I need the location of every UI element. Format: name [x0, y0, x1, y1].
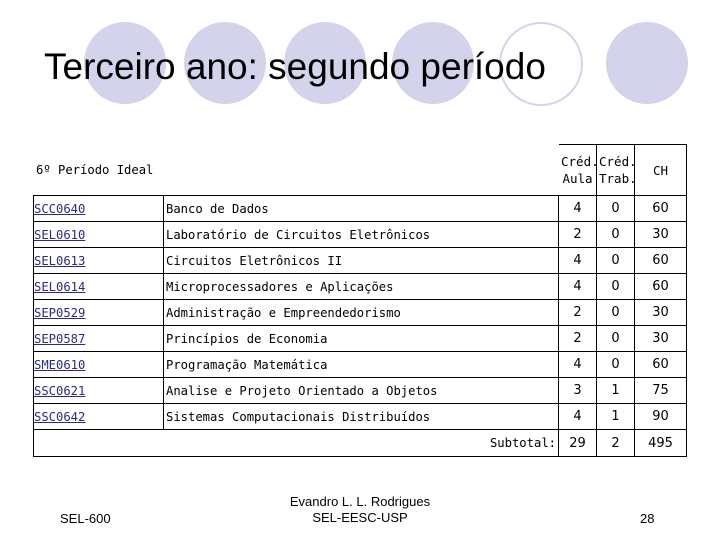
table-row: [34, 404, 687, 430]
ch-value: 75: [635, 378, 687, 404]
cred-trab-value: 1: [597, 404, 635, 430]
subtotal-label: Subtotal:: [34, 430, 559, 457]
ch-value: 60: [635, 248, 687, 274]
slide-title: Terceiro ano: segundo período: [44, 46, 546, 87]
cred-aula-value: 2: [559, 326, 597, 352]
course-code-link[interactable]: SME0610: [34, 352, 164, 378]
course-code-link[interactable]: SSC0621: [34, 378, 164, 404]
subtotal-row: [34, 430, 687, 457]
course-name: Princípios de Economia: [164, 326, 559, 352]
cred-trab-value: 0: [597, 248, 635, 274]
cred-trab-value: 0: [597, 300, 635, 326]
ch-value: 60: [635, 352, 687, 378]
table-row: [34, 222, 687, 248]
cred-aula-value: 4: [559, 196, 597, 222]
subtotal-ch: 495: [635, 430, 687, 457]
cred-aula-value: 4: [559, 274, 597, 300]
page-number: 28: [640, 511, 655, 526]
table-row: [34, 300, 687, 326]
course-name: Laboratório de Circuitos Eletrônicos: [164, 222, 559, 248]
table-row: [34, 378, 687, 404]
period-label: 6º Período Ideal: [34, 145, 559, 196]
decorative-circle: [606, 22, 688, 104]
cred-trab-value: 1: [597, 378, 635, 404]
header-cred-aula: Créd. Aula: [559, 145, 597, 196]
ch-value: 60: [635, 274, 687, 300]
table-row: [34, 326, 687, 352]
course-name: Administração e Empreendedorismo: [164, 300, 559, 326]
cred-trab-value: 0: [597, 222, 635, 248]
cred-aula-value: 2: [559, 300, 597, 326]
cred-trab-value: 0: [597, 196, 635, 222]
cred-aula-value: 4: [559, 248, 597, 274]
footer-institution: SEL-EESC-USP: [312, 510, 408, 525]
cred-aula-value: 3: [559, 378, 597, 404]
course-code-link[interactable]: SEL0614: [34, 274, 164, 300]
ch-value: 30: [635, 222, 687, 248]
cred-trab-value: 0: [597, 274, 635, 300]
ch-value: 30: [635, 326, 687, 352]
table-header-row: [34, 145, 687, 196]
cred-trab-value: 0: [597, 352, 635, 378]
table-row: [34, 196, 687, 222]
table-row: [34, 248, 687, 274]
curriculum-table: [33, 144, 687, 457]
footer-course-code: SEL-600: [60, 511, 111, 526]
course-code-link[interactable]: SSC0642: [34, 404, 164, 430]
cred-aula-value: 4: [559, 352, 597, 378]
course-name: Circuitos Eletrônicos II: [164, 248, 559, 274]
header-ch: CH: [635, 145, 687, 196]
table-row: [34, 352, 687, 378]
course-code-link[interactable]: SEL0610: [34, 222, 164, 248]
ch-value: 30: [635, 300, 687, 326]
subtotal-trab: 2: [597, 430, 635, 457]
cred-trab-value: 0: [597, 326, 635, 352]
course-name: Microprocessadores e Aplicações: [164, 274, 559, 300]
footer-author: [260, 494, 460, 526]
footer-author-name: Evandro L. L. Rodrigues: [289, 494, 431, 509]
ch-value: 90: [635, 404, 687, 430]
course-name: Sistemas Computacionais Distribuídos: [164, 404, 559, 430]
course-code-link[interactable]: SEL0613: [34, 248, 164, 274]
course-name: Analise e Projeto Orientado a Objetos: [164, 378, 559, 404]
course-code-link[interactable]: SEP0529: [34, 300, 164, 326]
table-row: [34, 274, 687, 300]
subtotal-aula: 29: [559, 430, 597, 457]
ch-value: 60: [635, 196, 687, 222]
cred-aula-value: 4: [559, 404, 597, 430]
course-code-link[interactable]: SCC0640: [34, 196, 164, 222]
course-name: Banco de Dados: [164, 196, 559, 222]
header-cred-trab: Créd. Trab.: [597, 145, 635, 196]
cred-aula-value: 2: [559, 222, 597, 248]
course-name: Programação Matemática: [164, 352, 559, 378]
course-code-link[interactable]: SEP0587: [34, 326, 164, 352]
